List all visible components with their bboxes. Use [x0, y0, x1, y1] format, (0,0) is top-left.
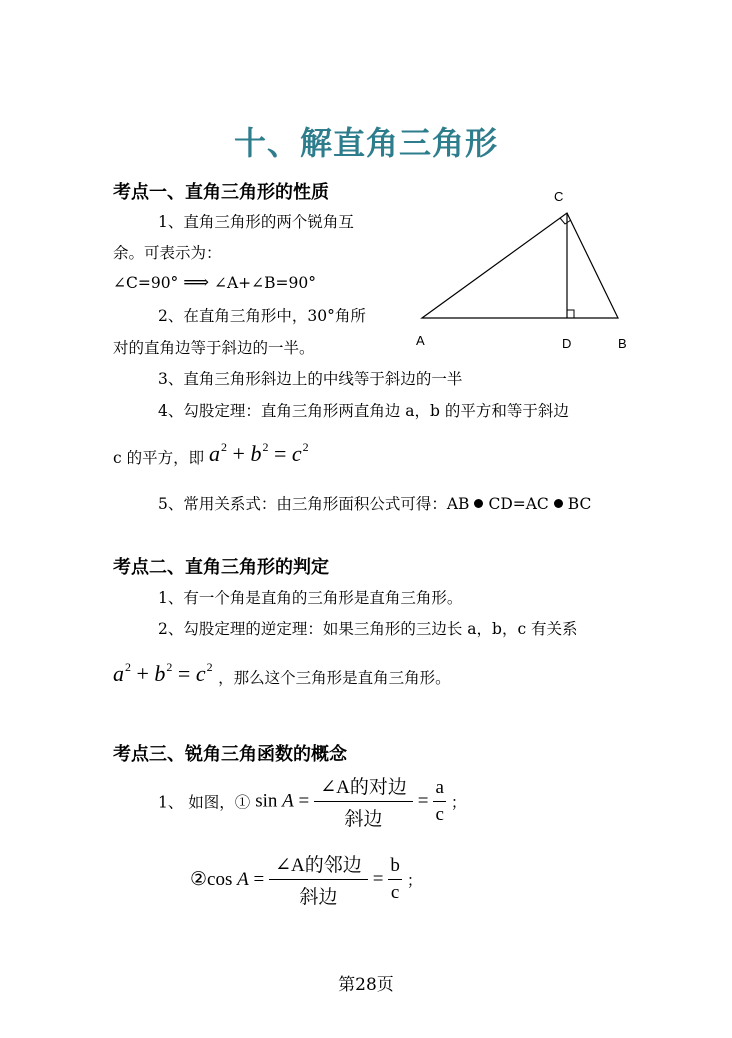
cos-denominator: 斜边 — [299, 887, 338, 908]
cos-definition — [190, 850, 422, 909]
s1-item4-line1: 4、勾股定理：直角三角形两直角边 a，b 的平方和等于斜边 — [158, 402, 569, 420]
equals: = — [372, 868, 384, 890]
label-d: D — [562, 336, 572, 351]
equals: = — [273, 441, 287, 466]
exp: 2 — [302, 440, 309, 454]
item5-prefix: 5、常用关系式：由三角形面积公式可得：AB — [158, 495, 470, 513]
equals: = — [253, 869, 265, 890]
right-angle-mark-d — [567, 310, 574, 318]
cos-numerator: ∠A的邻边 — [269, 850, 368, 880]
exp: 2 — [221, 440, 228, 454]
section3-heading: 考点三、锐角三角函数的概念 — [113, 744, 347, 765]
ratio-denominator: c — [390, 882, 400, 903]
sin-ratio — [433, 777, 445, 826]
cos-ratio — [388, 855, 402, 904]
ratio-denominator: c — [435, 804, 444, 825]
pythagorean-formula — [209, 441, 309, 466]
plus: + — [136, 661, 149, 686]
exp: 2 — [166, 660, 173, 674]
cos-fraction — [269, 850, 368, 909]
cos-lhs — [190, 869, 264, 890]
implies-arrow: ⟹ — [183, 272, 210, 293]
dot-multiply — [554, 499, 563, 508]
label-b: B — [618, 336, 627, 351]
sin-numerator: ∠A的对边 — [314, 772, 413, 802]
sin-fn: sin — [255, 790, 278, 812]
s2-item2-line2 — [113, 660, 451, 688]
sin-lhs — [255, 791, 309, 812]
dot-multiply — [474, 499, 483, 508]
item2-suffix: ，那么这个三角形是直角三角形。 — [218, 669, 451, 687]
s1-item2-line2: 对的直角边等于斜边的一半。 — [113, 339, 315, 357]
equals: = — [298, 790, 310, 812]
triangle-abc — [422, 213, 618, 318]
section1-heading: 考点一、直角三角形的性质 — [113, 182, 329, 203]
sin-denominator: 斜边 — [344, 809, 383, 830]
equals: = — [417, 790, 429, 812]
sin-definition — [158, 772, 466, 831]
s2-item1: 1、有一个角是直角的三角形是直角三角形。 — [158, 589, 463, 607]
ratio-numerator: a — [433, 777, 445, 802]
var-c: c — [195, 661, 206, 686]
var-a: a — [113, 661, 124, 686]
sin-fraction — [314, 772, 413, 831]
semicolon: ； — [450, 793, 467, 812]
formula-right: ∠A+∠B=90° — [214, 274, 317, 292]
item5-mid: CD=AC — [488, 495, 549, 513]
s1-item1-line2: 余。可表示为： — [113, 244, 222, 262]
s1-item3: 3、直角三角形斜边上的中线等于斜边的一半 — [158, 370, 463, 388]
s2-item2-line1: 2、勾股定理的逆定理：如果三角形的三边长 a，b，c 有关系 — [158, 620, 578, 638]
exp: 2 — [206, 660, 213, 674]
semicolon: ； — [406, 871, 423, 890]
right-triangle-diagram — [410, 185, 640, 355]
s1-item1-line1: 1、直角三角形的两个锐角互 — [158, 213, 354, 231]
page-title: 十、解直角三角形 — [233, 124, 498, 162]
item4-text: c 的平方，即 — [113, 449, 205, 467]
page-number: 第28页 — [338, 975, 394, 995]
s1-item1-formula — [113, 272, 316, 293]
pythagorean-formula-2 — [113, 661, 218, 686]
s1-item5 — [158, 492, 591, 514]
var-b: b — [250, 441, 262, 466]
s1-item2-line1: 2、在直角三角形中，30°角所 — [158, 307, 366, 325]
item5-end: BC — [567, 495, 592, 513]
var-c: c — [291, 441, 302, 466]
section2-heading: 考点二、直角三角形的判定 — [113, 557, 329, 578]
cos-fn: cos — [207, 869, 233, 890]
angle-var: A — [237, 869, 249, 890]
label-c: C — [554, 189, 564, 204]
label-a: A — [416, 333, 425, 348]
circled-two: ② — [190, 869, 208, 890]
ratio-numerator: b — [388, 855, 402, 880]
exp: 2 — [262, 440, 269, 454]
angle-var: A — [282, 790, 294, 812]
sin-prefix: 1、 如图，① — [158, 793, 251, 812]
equals: = — [177, 661, 191, 686]
var-a: a — [209, 441, 221, 466]
s1-item4-line2 — [113, 440, 309, 468]
formula-left: ∠C=90° — [113, 274, 179, 292]
var-b: b — [154, 661, 166, 686]
plus: + — [232, 441, 245, 466]
exp: 2 — [125, 660, 131, 674]
